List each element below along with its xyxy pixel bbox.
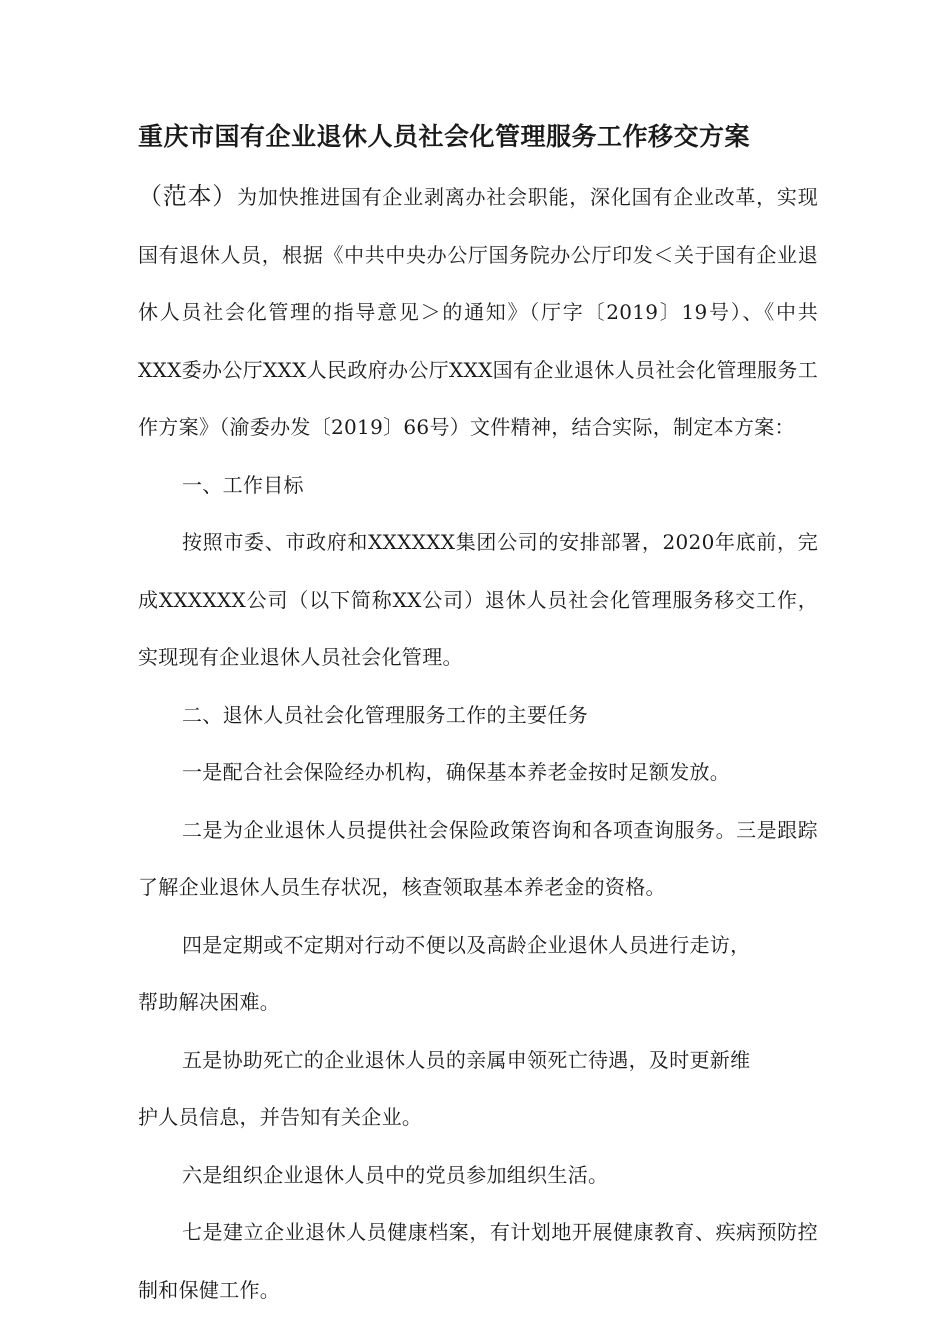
intro-text: 为加快推进国有企业剥离办社会职能，深化国有企业改革，实现国有退休人员，根据《中共中央办公厅国务院办公厅印发＜关于国有企业退休人员社会化管理的指导意见＞的通知》（厅字〔2019〕19号）、《中共XXX委办公厅XXX人民政府办公厅XXX国有企业退休人员社会化管理服务工作方案》（渝委办发〔2019〕66号）文件精神，结合实际，制定本方案： xyxy=(138,185,818,439)
task-7: 七是建立企业退休人员健康档案，有计划地开展健康教育、疾病预防控制和保健工作。 xyxy=(138,1220,818,1302)
task-4 xyxy=(138,917,818,975)
task-5-line2: 护人员信息，并告知有关企业。 xyxy=(138,1105,423,1129)
task-4-line2: 帮助解决困难。 xyxy=(138,990,281,1014)
task-5-line1: 五是协助死亡的企业退休人员的亲属申领死亡待遇，及时更新维 xyxy=(182,1047,751,1072)
document-title: 重庆市国有企业退休人员社会化管理服务工作移交方案 xyxy=(138,122,751,151)
section1-heading: 一、工作目标 xyxy=(182,472,304,497)
task-6: 六是组织企业退休人员中的党员参加组织生活。 xyxy=(182,1162,609,1187)
task-4-line1: 四是定期或不定期对行动不便以及高龄企业退休人员进行走访， xyxy=(182,932,751,957)
section1-body: 按照市委、市政府和XXXXXX集团公司的安排部署，2020年底前，完成XXXXXX公司（以下简称XX公司）退休人员社会化管理服务移交工作，实现现有企业退休人员社会化管理。 xyxy=(138,530,818,669)
task-2-3: 二是为企业退休人员提供社会保险政策咨询和各项查询服务。三是跟踪了解企业退休人员生存状况，核查领取基本养老金的资格。 xyxy=(138,817,818,899)
document-body xyxy=(138,112,818,1319)
intro-paragraph xyxy=(138,168,818,457)
section2-heading: 二、退休人员社会化管理服务工作的主要任务 xyxy=(182,702,588,727)
task-5 xyxy=(138,1032,818,1090)
document-subtitle: （范本） xyxy=(138,182,238,210)
task-4-cont xyxy=(138,974,818,1032)
task-1: 一是配合社会保险经办机构，确保基本养老金按时足额发放。 xyxy=(182,760,731,784)
task-5-cont xyxy=(138,1089,818,1147)
